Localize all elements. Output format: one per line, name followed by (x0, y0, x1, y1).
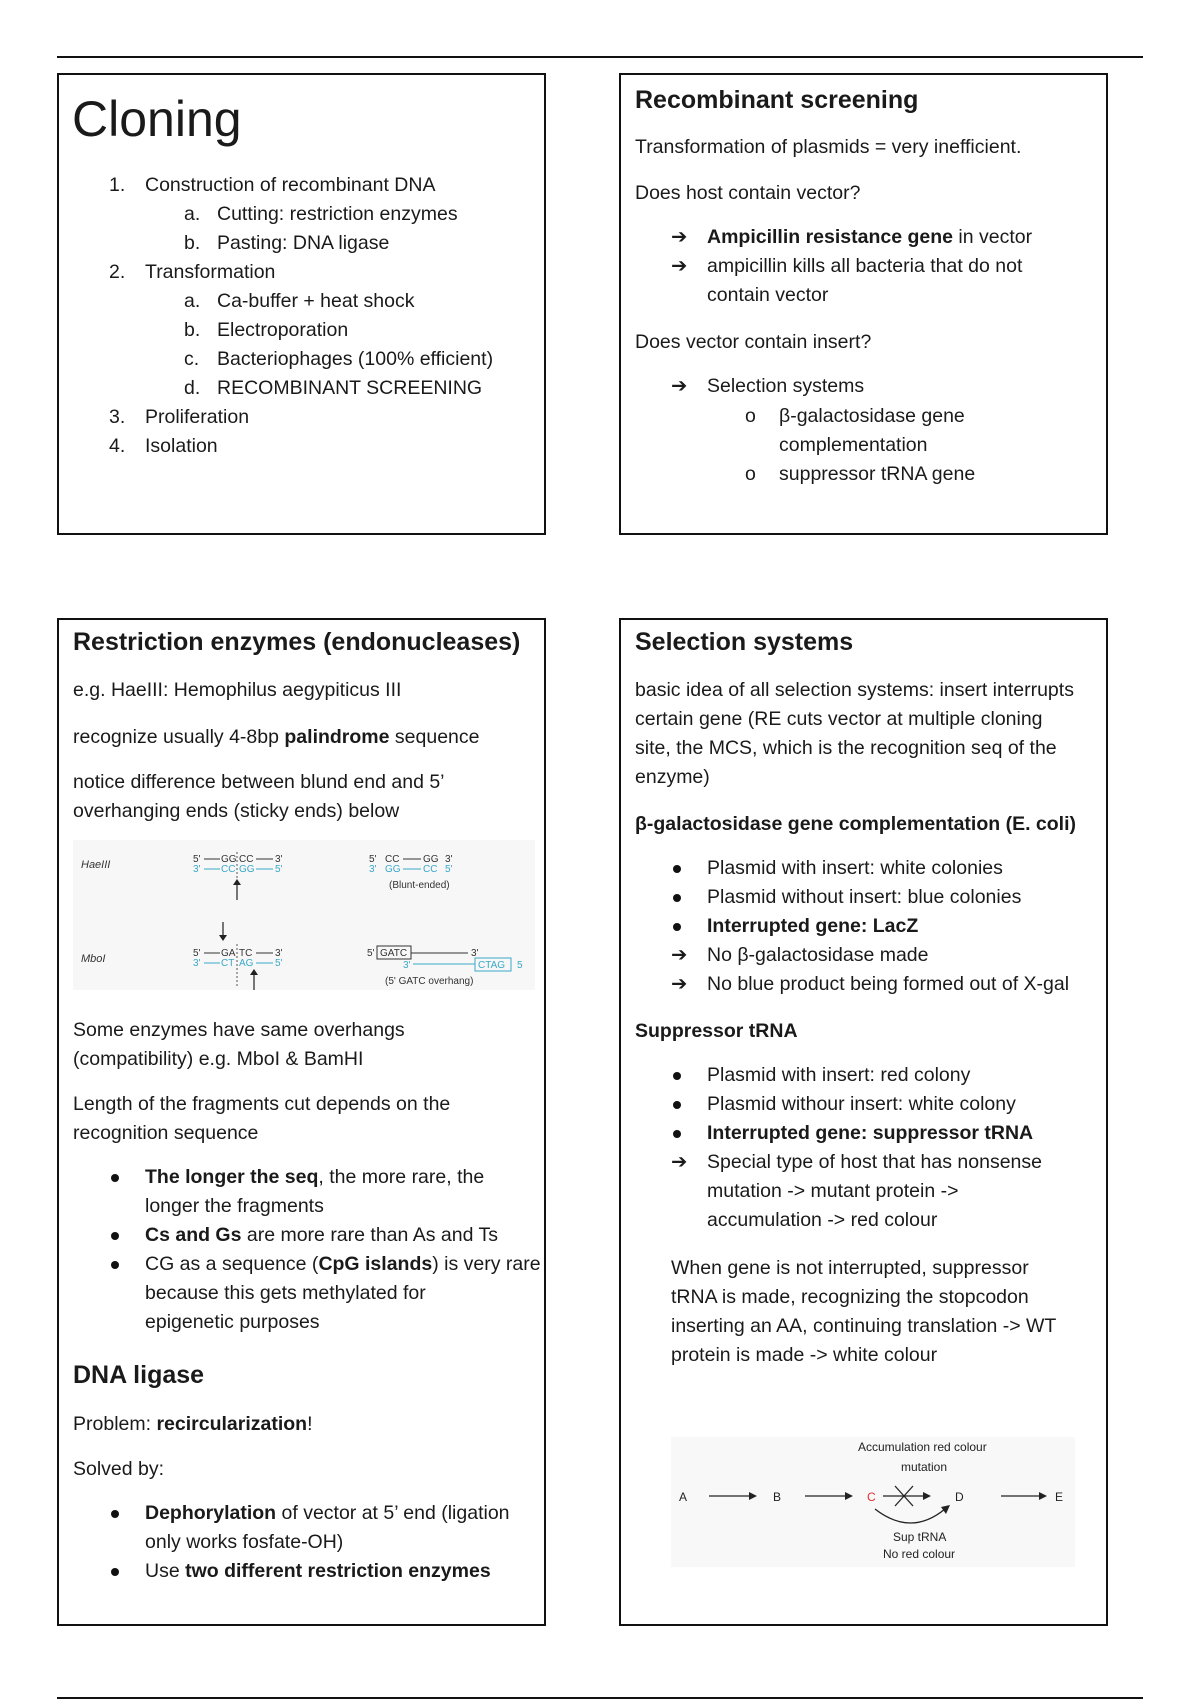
bgal-bullet: Plasmid without insert: blue colonies (707, 886, 1022, 908)
seq-gg: GG (239, 864, 255, 875)
prime-5-label: 5' (367, 948, 375, 959)
prime-5-label: 5' (193, 948, 201, 959)
list-marker: a. (184, 290, 201, 312)
bullet (673, 1130, 681, 1138)
seq-cc: CC (423, 864, 438, 875)
node-e: E (1055, 1490, 1064, 1504)
list-marker: 1. (109, 174, 126, 196)
arrow-icon: ➔ (671, 226, 688, 248)
screening-answer: ampicillin kills all bacteria that do not (707, 255, 1023, 277)
restriction-bullet-cont: longer the fragments (145, 1195, 324, 1217)
length-text-cont: recognition sequence (73, 1122, 259, 1144)
bgal-arrow-item: No blue product being formed out of X-gal (707, 973, 1070, 995)
sub-marker: o (745, 405, 756, 427)
when-text: inserting an AA, continuing translation -> WT (671, 1315, 1057, 1337)
node-b: B (773, 1490, 782, 1504)
list-item: Construction of recombinant DNA (145, 174, 436, 196)
prime-3-label: 3' (403, 960, 411, 971)
haeiii-label: HaeIII (81, 859, 111, 871)
seq-ctag: CTAG (478, 960, 506, 971)
screening-sub-item: β-galactosidase gene (779, 405, 965, 427)
prime-3-label: 3' (471, 948, 479, 959)
screening-line: Transformation of plasmids = very inefficient. (635, 136, 1022, 158)
bgal-title: β-galactosidase gene complementation (E. coli) (635, 813, 1076, 835)
prime-3-label: 3' (369, 864, 377, 875)
figure-background (73, 840, 535, 990)
sup-bullet: Plasmid with insert: red colony (707, 1064, 971, 1086)
restriction-bullet-cont: because this gets methylated for (145, 1282, 426, 1304)
compat-text: Some enzymes have same overhangs (73, 1019, 405, 1041)
list-marker: c. (184, 348, 200, 370)
node-c: C (867, 1490, 876, 1504)
seq-gg: GG (385, 864, 401, 875)
restriction-example: e.g. HaeIII: Hemophilus aegypiticus III (73, 679, 402, 701)
list-item: Bacteriophages (100% efficient) (217, 348, 494, 370)
ligase-bullet-cont: only works fosfate-OH) (145, 1531, 344, 1553)
list-marker: 2. (109, 261, 126, 283)
ligase-problem: Problem: recircularization! (73, 1413, 313, 1435)
restriction-recognize: recognize usually 4-8bp palindrome sequence (73, 726, 480, 748)
sup-arrow-item-cont: mutation -> mutant protein -> (707, 1180, 959, 1202)
node-a: A (679, 1490, 688, 1504)
selection-card (619, 618, 1108, 1626)
restriction-bullet: Cs and Gs are more rare than As and Ts (145, 1224, 498, 1246)
overhang-label: (5' GATC overhang) (385, 976, 474, 987)
seq-cc: CC (385, 854, 400, 865)
sup-arrow-item: Special type of host that has nonsense (707, 1151, 1042, 1173)
bottom-rule (57, 1697, 1143, 1699)
cloning-title: Cloning (72, 91, 242, 147)
screening-answer-cont: contain vector (707, 284, 829, 306)
selection-title: Selection systems (635, 628, 854, 656)
accumulation-label: Accumulation red colour (858, 1440, 987, 1454)
screening-sub-item: suppressor tRNA gene (779, 463, 976, 485)
screening-title: Recombinant screening (635, 86, 919, 114)
when-text: tRNA is made, recognizing the stopcodon (671, 1286, 1029, 1308)
bullet (673, 894, 681, 902)
seq-tc: TC (239, 948, 253, 959)
list-item: Transformation (145, 261, 276, 283)
ligase-solved: Solved by: (73, 1458, 165, 1480)
screening-card (619, 73, 1108, 535)
bullet (673, 865, 681, 873)
restriction-title: Restriction enzymes (endonucleases) (73, 628, 521, 656)
selection-intro: basic idea of all selection systems: insert interrupts (635, 679, 1074, 701)
screening-sub-item-cont: complementation (779, 434, 928, 456)
length-text: Length of the fragments cut depends on the (73, 1093, 451, 1115)
restriction-bullet: CG as a sequence (CpG islands) is very rare (145, 1253, 541, 1275)
bgal-bullet: Plasmid with insert: white colonies (707, 857, 1003, 879)
bullet (673, 1101, 681, 1109)
list-marker: 4. (109, 435, 126, 457)
seq-cc: CC (239, 854, 254, 865)
top-rule (57, 56, 1143, 58)
arrow-icon: ➔ (671, 1151, 688, 1173)
sup-title: Suppressor tRNA (635, 1020, 798, 1042)
sup-trna-label: Sup tRNA (893, 1530, 947, 1544)
sup-arrow-item-cont: accumulation -> red colour (707, 1209, 938, 1231)
prime-5-label: 5' (445, 864, 453, 875)
restriction-notice: notice difference between blund end and 5’ (73, 771, 445, 793)
seq-gg: GG (423, 854, 439, 865)
list-marker: a. (184, 203, 201, 225)
list-item: Electroporation (217, 319, 349, 341)
selection-intro: enzyme) (635, 766, 710, 788)
prime-5-label: 5' (369, 854, 377, 865)
bgal-bullet: Interrupted gene: LacZ (707, 915, 919, 937)
bullet (111, 1232, 119, 1240)
arrow-icon: ➔ (671, 375, 688, 397)
sup-bullet: Plasmid withour insert: white colony (707, 1093, 1016, 1115)
mutation-label: mutation (901, 1460, 948, 1474)
node-d: D (955, 1490, 964, 1504)
prime-3-label: 3' (275, 854, 283, 865)
bullet (111, 1174, 119, 1182)
pathway-figure (671, 1437, 1075, 1567)
ligase-bullet: Use two different restriction enzymes (145, 1560, 491, 1582)
seq-gatc: GATC (380, 948, 408, 959)
prime-3-label: 3' (193, 958, 201, 969)
restriction-bullet: The longer the seq, the more rare, the (145, 1166, 485, 1188)
list-item: Pasting: DNA ligase (217, 232, 390, 254)
prime-5-label: 5' (275, 864, 283, 875)
restriction-sites-figure (73, 840, 535, 990)
screening-answer: Selection systems (707, 375, 865, 397)
arrow-icon: ➔ (671, 255, 688, 277)
when-text: protein is made -> white colour (671, 1344, 938, 1366)
restriction-bullet-cont: epigenetic purposes (145, 1311, 320, 1333)
seq-cc: CC (221, 864, 236, 875)
prime-3-label: 3' (445, 854, 453, 865)
list-item: Isolation (145, 435, 218, 457)
selection-intro: certain gene (RE cuts vector at multiple cloning (635, 708, 1043, 730)
screening-question: Does vector contain insert? (635, 331, 872, 353)
sub-marker: o (745, 463, 756, 485)
ligase-bullet: Dephorylation of vector at 5’ end (ligation (145, 1502, 510, 1524)
restriction-card (57, 618, 546, 1626)
arrow-icon: ➔ (671, 973, 688, 995)
bgal-arrow-item: No β-galactosidase made (707, 944, 929, 966)
list-item: Proliferation (145, 406, 250, 428)
bullet (111, 1568, 119, 1576)
list-marker: b. (184, 232, 201, 254)
ligase-title: DNA ligase (73, 1361, 205, 1389)
compat-text-cont: (compatibility) e.g. MboI & BamHI (73, 1048, 364, 1070)
list-marker: b. (184, 319, 201, 341)
prime-5-label: 5' (275, 958, 283, 969)
seq-ct: CT (221, 958, 235, 969)
blunt-label: (Blunt-ended) (389, 880, 450, 891)
prime-5-label: 5' (193, 854, 201, 865)
seq-gg: GG (221, 854, 237, 865)
arrow-icon: ➔ (671, 944, 688, 966)
prime-5-label: 5 (517, 960, 523, 971)
list-marker: d. (184, 377, 201, 399)
when-text: When gene is not interrupted, suppressor (671, 1257, 1029, 1279)
bullet (673, 1072, 681, 1080)
selection-intro: site, the MCS, which is the recognition seq of the (635, 737, 1057, 759)
screening-question: Does host contain vector? (635, 182, 861, 204)
list-item: RECOMBINANT SCREENING (217, 377, 483, 399)
sup-bullet: Interrupted gene: suppressor tRNA (707, 1122, 1034, 1144)
seq-ag: AG (239, 958, 254, 969)
seq-ga: GA (221, 948, 236, 959)
bullet (673, 923, 681, 931)
no-red-label: No red colour (883, 1547, 956, 1561)
screening-answer: Ampicillin resistance gene in vector (707, 226, 1033, 248)
bullet (111, 1261, 119, 1269)
list-item: Ca-buffer + heat shock (217, 290, 415, 312)
prime-3-label: 3' (193, 864, 201, 875)
restriction-notice-cont: overhanging ends (sticky ends) below (73, 800, 400, 822)
list-item: Cutting: restriction enzymes (217, 203, 458, 225)
bullet (111, 1510, 119, 1518)
cloning-card (57, 73, 546, 535)
mboi-label: MboI (81, 953, 106, 965)
prime-3-label: 3' (275, 948, 283, 959)
list-marker: 3. (109, 406, 126, 428)
